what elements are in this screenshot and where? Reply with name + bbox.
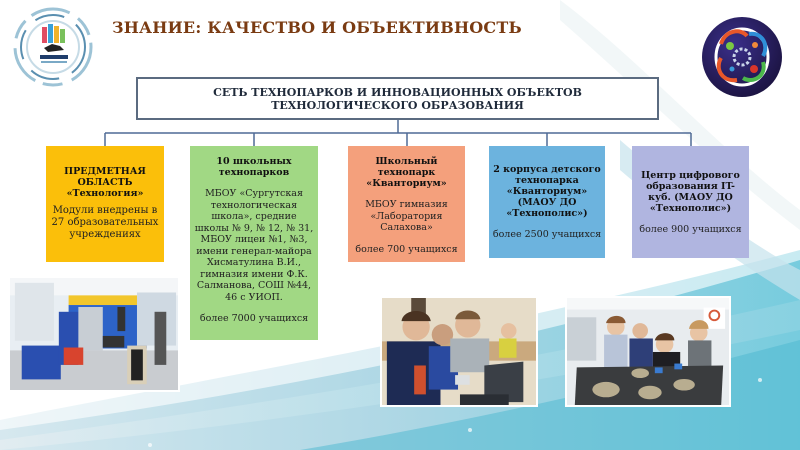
education-department-logo-icon <box>8 2 98 92</box>
kids-kvantorium-box <box>489 146 605 258</box>
technopark-network-logo-icon <box>697 12 787 102</box>
box-count: более 900 учащихся <box>639 224 742 235</box>
subject-area-box <box>46 146 164 262</box>
box-body: МБОУ гимназия «Лаборатория Салахова» <box>365 199 448 233</box>
box-count: более 2500 учащихся <box>492 229 602 240</box>
workshop-room-photo <box>8 276 180 392</box>
network-title-line1: СЕТЬ ТЕХНОПАРКОВ И ИННОВАЦИОННЫХ ОБЪЕКТОВ <box>213 85 582 99</box>
box-body: Модули внедрены в 27 образовательных учреждениях <box>51 205 159 240</box>
box-count: более 700 учащихся <box>355 243 458 255</box>
box-count: более 7000 учащихся <box>199 313 309 324</box>
box-title: Центр цифрового образования IT- куб. (МАОУ ДО «Технополис») <box>641 170 740 214</box>
network-title-box <box>136 77 659 120</box>
network-title-line2: ТЕХНОЛОГИЧЕСКОГО ОБРАЗОВАНИЯ <box>271 98 524 112</box>
box-title: 2 корпуса детского технопарка «Кванториум» (МАОУ ДО «Технополис») <box>493 164 601 219</box>
box-body: МБОУ «Сургутская технологическая школа», средние школы № 9, № 12, № 31, МБОУ лицеи №1, №3, имени генерал-майора Хисматулина В.И., гимназия имени Ф.К. Салманова, СОШ №44, 46 с УИОП. <box>194 188 314 303</box>
it-cube-box <box>632 146 749 258</box>
school-technoparks-box <box>190 146 318 340</box>
box-title: ПРЕДМЕТНАЯ ОБЛАСТЬ «Технология» <box>64 166 146 199</box>
school-kvantorium-box <box>348 146 465 262</box>
page-title: ЗНАНИЕ: КАЧЕСТВО И ОБЪЕКТИВНОСТЬ <box>112 18 522 37</box>
box-title: 10 школьных технопарков <box>216 156 292 178</box>
children-with-laptop-photo <box>380 296 538 407</box>
kvantorium-robotics-photo <box>565 296 731 407</box>
box-title: Школьный технопарк «Кванториум» <box>366 156 447 189</box>
